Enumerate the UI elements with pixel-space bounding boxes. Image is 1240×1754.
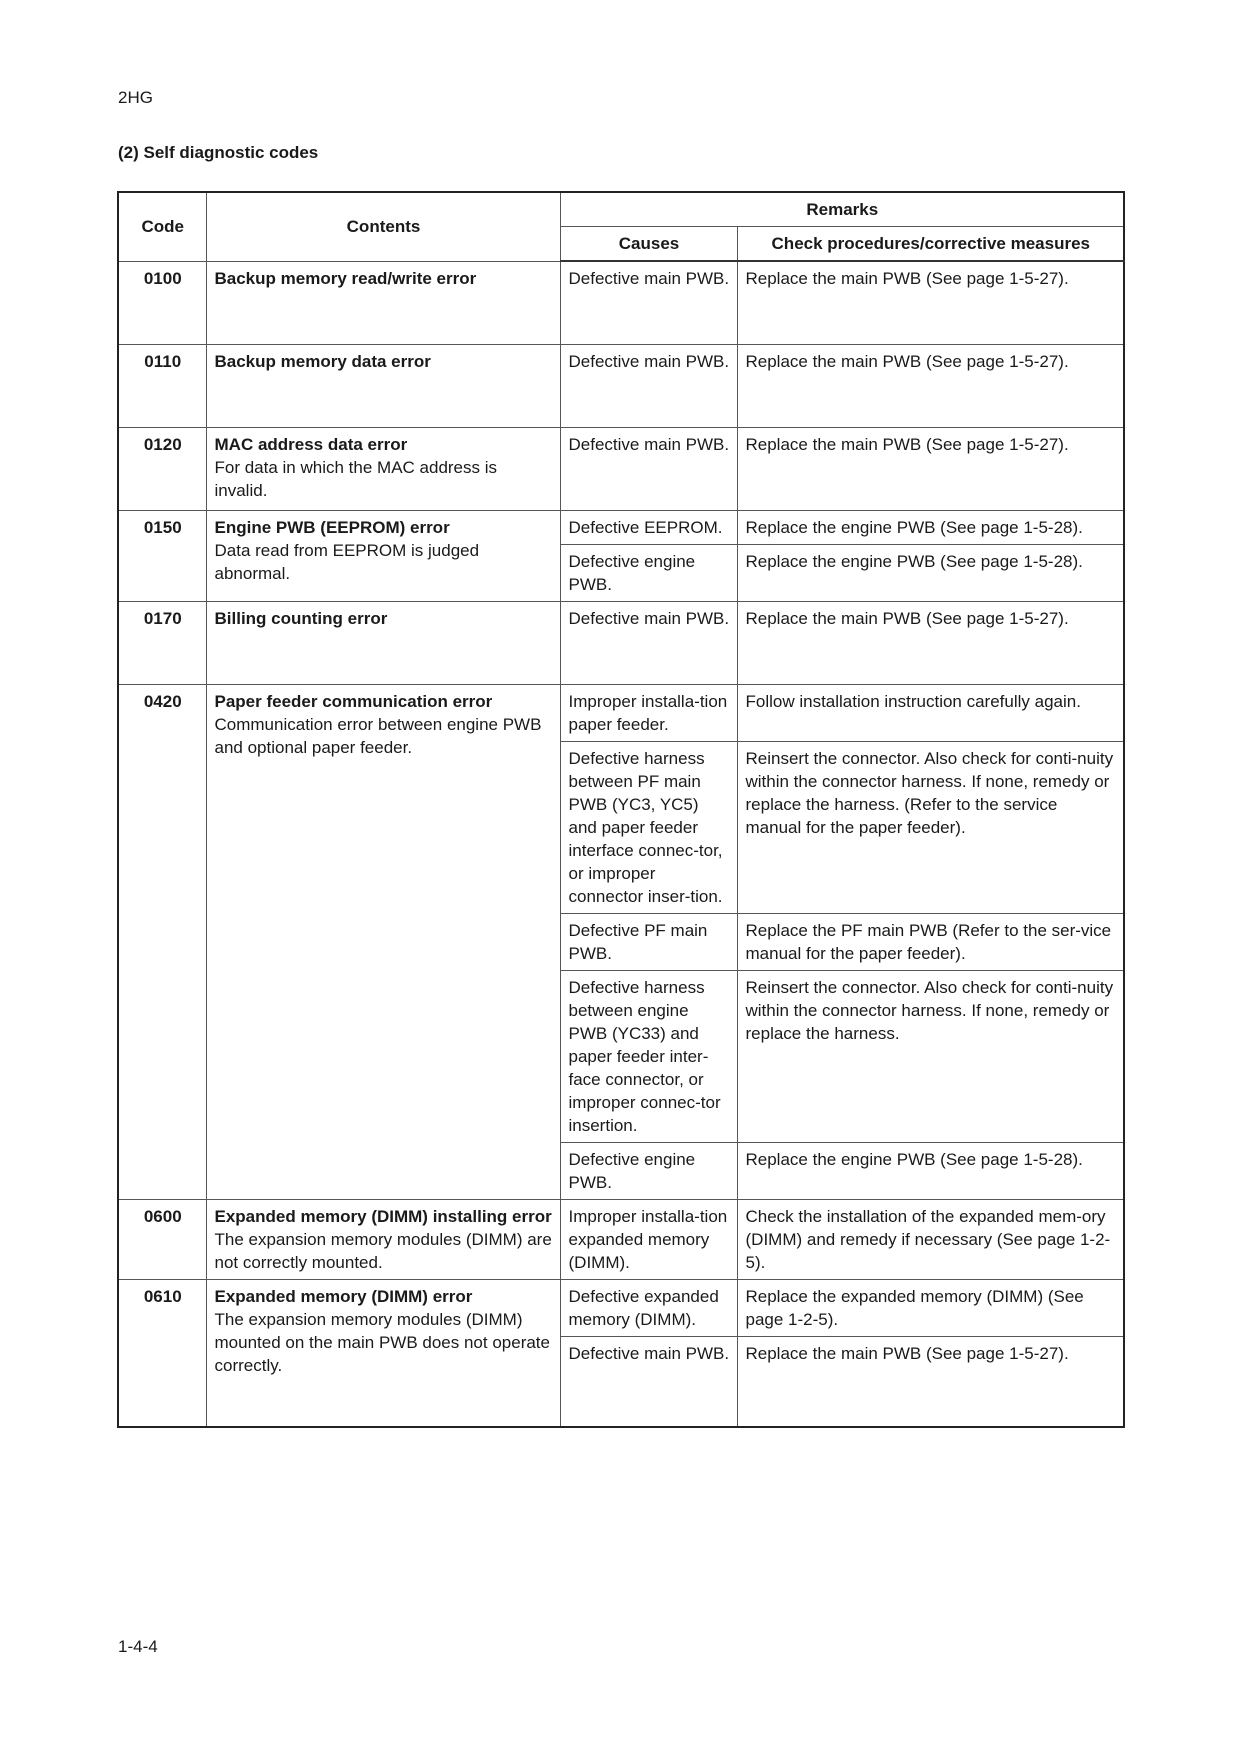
error-contents xyxy=(206,684,560,1199)
cause-cell: Defective engine PWB. xyxy=(560,544,737,601)
error-contents xyxy=(206,510,560,601)
cause-cell: Defective PF main PWB. xyxy=(560,913,737,970)
measure-cell: Replace the main PWB (See page 1-5-27). xyxy=(737,261,1124,344)
cause-cell: Defective EEPROM. xyxy=(560,510,737,544)
measure-cell: Replace the engine PWB (See page 1-5-28). xyxy=(737,510,1124,544)
table-row xyxy=(118,344,1124,427)
table-row xyxy=(118,510,1124,544)
error-code: 0170 xyxy=(118,601,206,684)
error-contents xyxy=(206,344,560,427)
page-number: 1-4-4 xyxy=(118,1637,158,1656)
measure-cell: Reinsert the connector. Also check for conti-nuity within the connector harness. If none, remedy or replace the harness. (Refer to the service manual for the paper feeder). xyxy=(737,741,1124,913)
header-causes: Causes xyxy=(560,227,737,262)
cause-cell: Defective harness between engine PWB (YC33) and paper feeder inter-face connector, or improper connec-tor insertion. xyxy=(560,970,737,1142)
header-contents: Contents xyxy=(206,192,560,261)
measure-cell: Replace the engine PWB (See page 1-5-28). xyxy=(737,544,1124,601)
header-remarks: Remarks xyxy=(560,192,1124,227)
cause-cell: Improper installa-tion expanded memory (DIMM). xyxy=(560,1199,737,1279)
error-title: MAC address data error xyxy=(214,434,408,454)
error-contents xyxy=(206,1199,560,1279)
error-contents xyxy=(206,261,560,344)
error-description: Data read from EEPROM is judged abnormal. xyxy=(214,540,480,583)
error-title: Billing counting error xyxy=(214,608,388,628)
measure-cell: Follow installation instruction carefully again. xyxy=(737,684,1124,741)
error-code: 0150 xyxy=(118,510,206,601)
error-code: 0100 xyxy=(118,261,206,344)
cause-cell: Defective engine PWB. xyxy=(560,1142,737,1199)
cause-cell: Improper installa-tion paper feeder. xyxy=(560,684,737,741)
cause-cell: Defective harness between PF main PWB (YC3, YC5) and paper feeder interface connec-tor, or improper connector inser-tion. xyxy=(560,741,737,913)
section-title: (2) Self diagnostic codes xyxy=(118,143,319,162)
cause-cell: Defective main PWB. xyxy=(560,261,737,344)
table-row xyxy=(118,427,1124,510)
error-code: 0420 xyxy=(118,684,206,1199)
error-title: Expanded memory (DIMM) error xyxy=(214,1286,473,1306)
measure-cell: Replace the engine PWB (See page 1-5-28). xyxy=(737,1142,1124,1199)
cause-cell: Defective main PWB. xyxy=(560,427,737,510)
measure-cell: Replace the main PWB (See page 1-5-27). xyxy=(737,1336,1124,1427)
error-description: The expansion memory modules (DIMM) are not correctly mounted. xyxy=(214,1229,552,1272)
error-description: Communication error between engine PWB and optional paper feeder. xyxy=(214,714,542,757)
error-title: Backup memory read/write error xyxy=(214,268,477,288)
table-body xyxy=(118,261,1124,1427)
header-measures: Check procedures/corrective measures xyxy=(737,227,1124,262)
table-row xyxy=(118,1279,1124,1336)
error-contents xyxy=(206,427,560,510)
error-code: 0120 xyxy=(118,427,206,510)
cause-cell: Defective expanded memory (DIMM). xyxy=(560,1279,737,1336)
measure-cell: Replace the expanded memory (DIMM) (See page 1-2-5). xyxy=(737,1279,1124,1336)
error-title: Expanded memory (DIMM) installing error xyxy=(214,1206,552,1226)
measure-cell: Replace the PF main PWB (Refer to the ser-vice manual for the paper feeder). xyxy=(737,913,1124,970)
error-title: Engine PWB (EEPROM) error xyxy=(214,517,450,537)
cause-cell: Defective main PWB. xyxy=(560,601,737,684)
error-code: 0110 xyxy=(118,344,206,427)
measure-cell: Reinsert the connector. Also check for conti-nuity within the connector harness. If none, remedy or replace the harness. xyxy=(737,970,1124,1142)
header-code: Code xyxy=(118,192,206,261)
error-title: Paper feeder communication error xyxy=(214,691,493,711)
document-header-code: 2HG xyxy=(118,88,153,107)
cause-cell: Defective main PWB. xyxy=(560,344,737,427)
table-row xyxy=(118,261,1124,344)
table-row xyxy=(118,684,1124,741)
measure-cell: Replace the main PWB (See page 1-5-27). xyxy=(737,344,1124,427)
error-code: 0610 xyxy=(118,1279,206,1427)
table-row xyxy=(118,601,1124,684)
measure-cell: Replace the main PWB (See page 1-5-27). xyxy=(737,427,1124,510)
error-description: For data in which the MAC address is invalid. xyxy=(214,457,498,500)
error-description: The expansion memory modules (DIMM) mounted on the main PWB does not operate correctly. xyxy=(214,1309,550,1375)
self-diagnostic-codes-table xyxy=(117,191,1125,1428)
error-title: Backup memory data error xyxy=(214,351,431,371)
measure-cell: Replace the main PWB (See page 1-5-27). xyxy=(737,601,1124,684)
error-code: 0600 xyxy=(118,1199,206,1279)
cause-cell: Defective main PWB. xyxy=(560,1336,737,1427)
error-contents xyxy=(206,1279,560,1427)
error-contents xyxy=(206,601,560,684)
measure-cell: Check the installation of the expanded mem-ory (DIMM) and remedy if necessary (See page 1-2-5). xyxy=(737,1199,1124,1279)
table-row xyxy=(118,1199,1124,1279)
